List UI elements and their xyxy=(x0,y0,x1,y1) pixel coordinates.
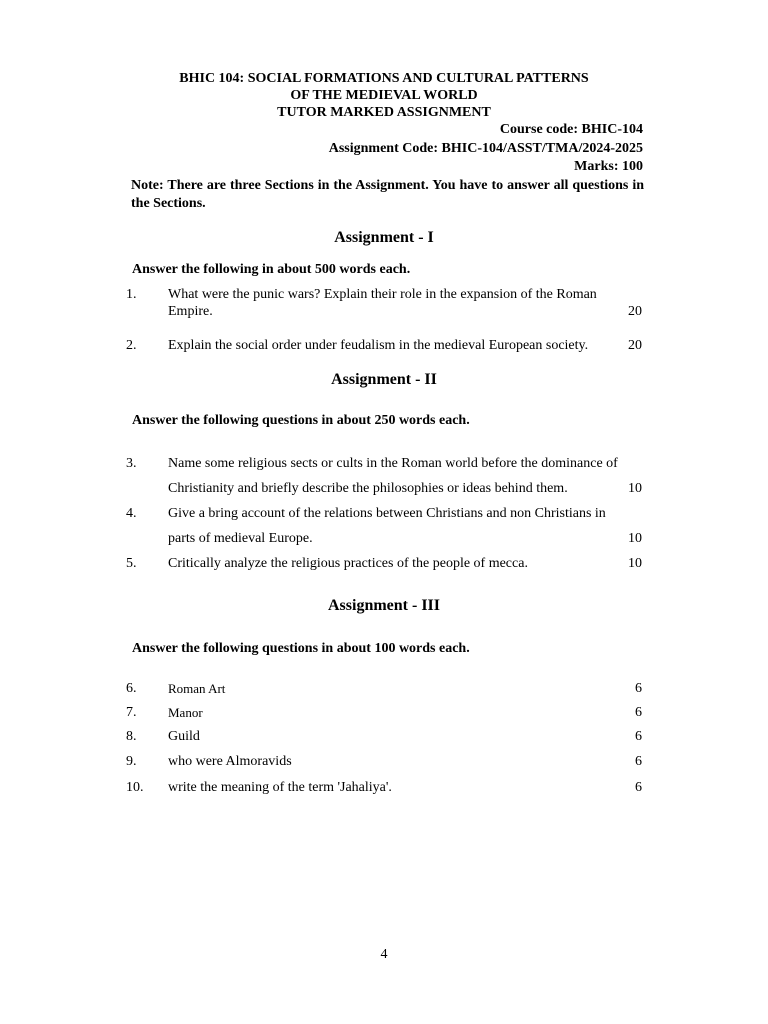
question-text: Explain the social order under feudalism in the medieval European society. xyxy=(168,338,589,353)
assignment-code: Assignment Code: BHIC-104/ASST/TMA/2024-2025 xyxy=(328,141,643,156)
section-instruction-3: Answer the following questions in about 100 words each. xyxy=(132,641,470,656)
question-number: 5. xyxy=(126,556,137,571)
question-text: Give a bring account of the relations between Christians and non Christians in xyxy=(168,506,606,521)
question-text: Name some religious sects or cults in the Roman world before the dominance of xyxy=(168,456,618,471)
question-marks: 6 xyxy=(635,729,642,744)
question-marks: 6 xyxy=(635,754,642,769)
question-number: 9. xyxy=(126,754,137,769)
question-marks: 6 xyxy=(635,681,642,696)
course-code: Course code: BHIC-104 xyxy=(499,122,643,137)
question-marks: 10 xyxy=(628,556,642,571)
section-instruction-1: Answer the following in about 500 words each. xyxy=(132,262,411,277)
question-number: 6. xyxy=(126,681,137,696)
question-number: 7. xyxy=(126,705,137,720)
course-title-line2: OF THE MEDIEVAL WORLD xyxy=(290,88,478,103)
question-text-continued: Empire. xyxy=(168,304,213,319)
question-marks: 6 xyxy=(635,705,642,720)
question-text: Roman Art xyxy=(168,681,226,696)
question-text: who were Almoravids xyxy=(168,754,292,769)
question-number: 3. xyxy=(126,456,137,471)
question-marks: 20 xyxy=(628,304,642,319)
question-text-continued: parts of medieval Europe. xyxy=(168,531,313,546)
question-marks: 10 xyxy=(628,531,642,546)
question-marks: 10 xyxy=(628,481,642,496)
question-text: Manor xyxy=(168,705,203,720)
question-text: Guild xyxy=(168,729,200,744)
question-marks: 20 xyxy=(628,338,642,353)
question-number: 8. xyxy=(126,729,137,744)
page-number: 4 xyxy=(380,947,388,962)
question-marks: 6 xyxy=(635,780,642,795)
course-title-line1: BHIC 104: SOCIAL FORMATIONS AND CULTURAL PATTERNS xyxy=(179,71,589,86)
question-text: write the meaning of the term 'Jahaliya'. xyxy=(168,780,392,795)
total-marks: Marks: 100 xyxy=(574,159,643,174)
assignment-note: Note: There are three Sections in the Assignment. You have to answer all questions in the Sections. xyxy=(131,178,644,211)
question-number: 1. xyxy=(126,287,137,302)
question-number: 10. xyxy=(126,780,144,795)
question-text-continued: Christianity and briefly describe the philosophies or ideas behind them. xyxy=(168,481,568,496)
question-number: 2. xyxy=(126,338,137,353)
section-heading-2: Assignment - II xyxy=(331,371,437,388)
question-text: What were the punic wars? Explain their role in the expansion of the Roman xyxy=(168,287,597,302)
section-heading-3: Assignment - III xyxy=(327,597,440,614)
section-instruction-2: Answer the following questions in about 250 words each. xyxy=(132,413,470,428)
section-heading-1: Assignment - I xyxy=(334,229,434,246)
assignment-type-title: TUTOR MARKED ASSIGNMENT xyxy=(277,105,491,120)
question-number: 4. xyxy=(126,506,137,521)
question-text: Critically analyze the religious practices of the people of mecca. xyxy=(168,556,528,571)
